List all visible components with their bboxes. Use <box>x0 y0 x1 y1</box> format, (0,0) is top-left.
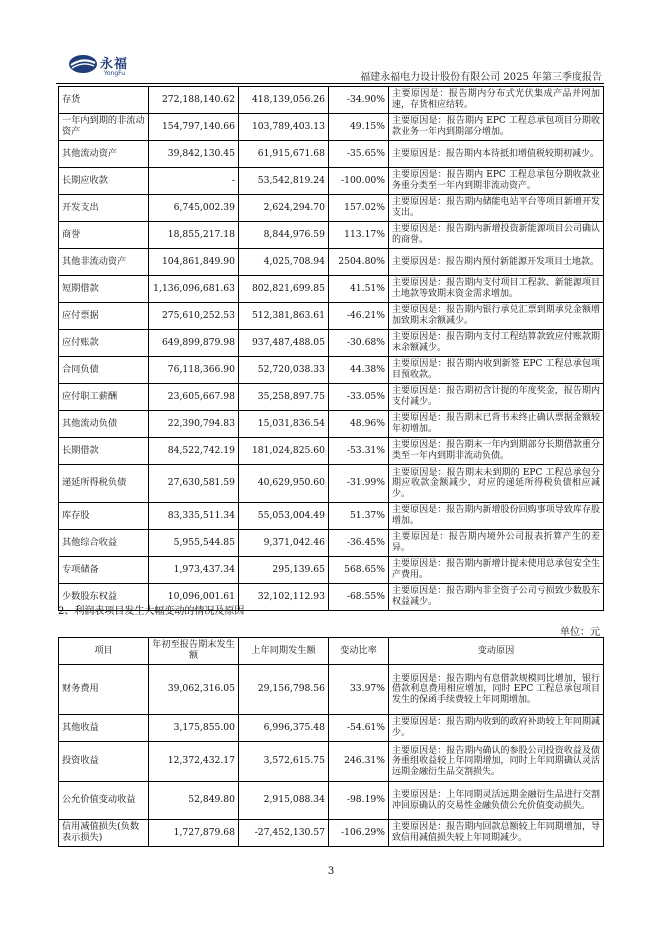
row-current-value: 1,136,096,681.63 <box>149 276 239 303</box>
row-reason: 主要原因是：报告期内 EPC 工程总承包项目分期收款业务一年内到期部分增加。 <box>389 114 604 141</box>
row-prior-value: 15,031,836.54 <box>239 411 329 438</box>
row-item: 投资收益 <box>59 742 149 782</box>
table-row <box>59 114 604 141</box>
row-reason: 主要原因是：报告期末一年内到期部分长期借款重分类至一年内到期非流动负债。 <box>389 438 604 465</box>
header-change: 变动比率 <box>329 638 389 665</box>
row-item: 其他收益 <box>59 715 149 742</box>
row-reason: 主要原因是：报告期内本待抵扣增值税较期初减少。 <box>389 141 604 168</box>
report-title: 福建永福电力设计股份有限公司 2025 年第三季度报告 <box>360 72 602 83</box>
row-item: 长期借款 <box>59 438 149 465</box>
row-change-rate: -36.45% <box>329 530 389 557</box>
row-item: 库存股 <box>59 503 149 530</box>
header-reason: 变动原因 <box>389 638 604 665</box>
row-prior-value: 103,789,403.13 <box>239 114 329 141</box>
row-item: 开发支出 <box>59 195 149 222</box>
row-prior-value: 181,024,825.60 <box>239 438 329 465</box>
row-prior-value: 29,156,798.56 <box>239 665 329 715</box>
row-reason: 主要原因是：报告期内回款总额较上年同期增加，导致信用减值损失较上年同期减少。 <box>389 820 604 847</box>
table-row <box>59 222 604 249</box>
row-prior-value: 53,542,819.24 <box>239 168 329 195</box>
row-prior-value: 937,487,488.05 <box>239 330 329 357</box>
row-item: 公允价值变动收益 <box>59 782 149 820</box>
row-reason: 主要原因是：报告期末未到期的 EPC 工程总承包分期应收款金额减少，对应的递延所得税负债相应减少。 <box>389 465 604 503</box>
row-change-rate: 568.65% <box>329 557 389 584</box>
row-current-value: 84,522,742.19 <box>149 438 239 465</box>
table-row <box>59 503 604 530</box>
row-current-value: 3,175,855.00 <box>149 715 239 742</box>
row-change-rate: 49.15% <box>329 114 389 141</box>
row-current-value: 272,188,140.62 <box>149 87 239 114</box>
table-row <box>59 665 604 715</box>
row-change-rate: -46.21% <box>329 303 389 330</box>
yongfu-logo-icon <box>68 54 98 74</box>
page-number: 3 <box>327 866 335 877</box>
table-row <box>59 557 604 584</box>
table-row <box>59 330 604 357</box>
row-change-rate: -98.19% <box>329 782 389 820</box>
row-reason: 主要原因是：报告期内预付新能源开发项目土地款。 <box>389 249 604 276</box>
row-item: 财务费用 <box>59 665 149 715</box>
row-change-rate: 157.02% <box>329 195 389 222</box>
row-reason: 主要原因是：报告期内新增计提未使用总承包安全生产费用。 <box>389 557 604 584</box>
row-change-rate: 41.51% <box>329 276 389 303</box>
row-item: 专项储备 <box>59 557 149 584</box>
row-current-value: 6,745,002.39 <box>149 195 239 222</box>
row-reason: 主要原因是：报告期内新增投资新能源项目公司确认的商誉。 <box>389 222 604 249</box>
row-change-rate: 44.38% <box>329 357 389 384</box>
row-current-value: 12,372,432.17 <box>149 742 239 782</box>
table-row <box>59 357 604 384</box>
row-prior-value: 4,025,708.94 <box>239 249 329 276</box>
row-current-value: 39,062,316.05 <box>149 665 239 715</box>
table-row <box>59 715 604 742</box>
table-row <box>59 195 604 222</box>
row-prior-value: 2,915,088.34 <box>239 782 329 820</box>
row-change-rate: -30.68% <box>329 330 389 357</box>
row-change-rate: -100.00% <box>329 168 389 195</box>
row-item: 应付账款 <box>59 330 149 357</box>
table-row <box>59 742 604 782</box>
row-current-value: 18,855,217.18 <box>149 222 239 249</box>
row-item: 长期应收款 <box>59 168 149 195</box>
table-row <box>59 465 604 503</box>
row-change-rate: 51.37% <box>329 503 389 530</box>
row-reason: 主要原因是：报告期内储能电站平台等项目新增开发支出。 <box>389 195 604 222</box>
table-row <box>59 384 604 411</box>
row-current-value: 10,096,001.61 <box>149 584 239 611</box>
row-change-rate: 2504.80% <box>329 249 389 276</box>
unit-label: 单位：元 <box>560 627 600 638</box>
row-prior-value: 52,720,038.33 <box>239 357 329 384</box>
balance-table-body <box>59 87 604 611</box>
row-current-value: 83,335,511.34 <box>149 503 239 530</box>
row-reason: 主要原因是：报告期末已背书未终止确认票据金额较年初增加。 <box>389 411 604 438</box>
row-change-rate: -106.29% <box>329 820 389 847</box>
logo-chinese-text: 永福 <box>100 57 129 72</box>
row-current-value: 5,955,544.85 <box>149 530 239 557</box>
row-change-rate: -54.61% <box>329 715 389 742</box>
header-prior: 上年同期发生额 <box>239 638 329 665</box>
row-reason: 主要原因是：报告期内确认的参股公司投资收益及债务重组收益较上年同期增加，同时上年同期确认灵活远期金融衍生品交割损失。 <box>389 742 604 782</box>
row-prior-value: 35,258,897.75 <box>239 384 329 411</box>
row-change-rate: -35.65% <box>329 141 389 168</box>
header-current: 年初至报告期末发生额 <box>149 638 239 665</box>
row-prior-value: 295,139.65 <box>239 557 329 584</box>
row-reason: 主要原因是：报告期内收到新签 EPC 工程总承包项目预收款。 <box>389 357 604 384</box>
company-logo <box>68 52 142 80</box>
table-row <box>59 87 604 114</box>
row-reason: 主要原因是：报告期内支付项目工程款、新能源项目土地款等致期末资金需求增加。 <box>389 276 604 303</box>
section-title: 2、利润表项目发生大幅变动的情况及原因 <box>58 606 245 617</box>
table-header-row <box>59 638 604 665</box>
row-prior-value: 418,139,056.26 <box>239 87 329 114</box>
table-row <box>59 438 604 465</box>
row-reason: 主要原因是：报告期内分布式光伏集成产品并网加速，存货相应结转。 <box>389 87 604 114</box>
row-item: 少数股东权益 <box>59 584 149 611</box>
row-current-value: 104,861,849.90 <box>149 249 239 276</box>
row-prior-value: 3,572,615.75 <box>239 742 329 782</box>
row-current-value: 22,390,794.83 <box>149 411 239 438</box>
table-row <box>59 820 604 847</box>
row-item: 应付职工薪酬 <box>59 384 149 411</box>
table-row <box>59 530 604 557</box>
row-item: 其他流动资产 <box>59 141 149 168</box>
row-reason: 主要原因是：报告期内境外公司报表折算产生的差异。 <box>389 530 604 557</box>
balance-sheet-changes-table <box>58 86 604 611</box>
row-item: 信用减值损失(负数表示损失) <box>59 820 149 847</box>
table-row <box>59 276 604 303</box>
table-row <box>59 141 604 168</box>
row-item: 一年内到期的非流动资产 <box>59 114 149 141</box>
row-change-rate: 113.17% <box>329 222 389 249</box>
row-prior-value: 9,371,042.46 <box>239 530 329 557</box>
row-reason: 主要原因是：报告期初含计提的年度奖金，报告期内支付减少。 <box>389 384 604 411</box>
row-current-value: 649,899,879.98 <box>149 330 239 357</box>
row-prior-value: -27,452,130.57 <box>239 820 329 847</box>
header-divider <box>56 83 604 84</box>
row-prior-value: 32,102,112.93 <box>239 584 329 611</box>
row-change-rate: -53.31% <box>329 438 389 465</box>
row-current-value: 154,797,140.66 <box>149 114 239 141</box>
row-reason: 主要原因是：上年同期灵活远期金融衍生品进行交割冲回原确认的交易性金融负债公允价值变动损失。 <box>389 782 604 820</box>
row-current-value: 275,610,252.53 <box>149 303 239 330</box>
page-header <box>0 0 662 84</box>
row-current-value: 27,630,581.59 <box>149 465 239 503</box>
row-change-rate: 246.31% <box>329 742 389 782</box>
row-change-rate: -68.55% <box>329 584 389 611</box>
logo-english-text: YongFu <box>104 70 126 77</box>
row-reason: 主要原因是：报告期内非全资子公司亏损致少数股东权益减少。 <box>389 584 604 611</box>
header-item: 项目 <box>59 638 149 665</box>
row-change-rate: -31.99% <box>329 465 389 503</box>
row-current-value: 1,727,879.68 <box>149 820 239 847</box>
row-reason: 主要原因是：报告期内支付工程结算款致应付账款期末余额减少。 <box>389 330 604 357</box>
row-prior-value: 61,915,671.68 <box>239 141 329 168</box>
row-reason: 主要原因是：报告期内收到的政府补助较上年同期减少。 <box>389 715 604 742</box>
row-item: 递延所得税负债 <box>59 465 149 503</box>
row-current-value: 52,849.80 <box>149 782 239 820</box>
row-item: 短期借款 <box>59 276 149 303</box>
row-current-value: 39,842,130.45 <box>149 141 239 168</box>
row-item: 其他流动负债 <box>59 411 149 438</box>
row-reason: 主要原因是：报告期内有息借款规模同比增加，银行借款利息费用相应增加，同时 EPC 工程总承包项目发生的保函手续费较上年同期增加。 <box>389 665 604 715</box>
row-current-value: 1,973,437.34 <box>149 557 239 584</box>
row-prior-value: 8,844,976.59 <box>239 222 329 249</box>
row-change-rate: 48.96% <box>329 411 389 438</box>
row-prior-value: 2,624,294.70 <box>239 195 329 222</box>
table-row <box>59 168 604 195</box>
row-prior-value: 55,053,004.49 <box>239 503 329 530</box>
table-row <box>59 782 604 820</box>
row-item: 其他综合收益 <box>59 530 149 557</box>
row-change-rate: -34.90% <box>329 87 389 114</box>
table-row <box>59 249 604 276</box>
row-prior-value: 802,821,699.85 <box>239 276 329 303</box>
row-current-value: 23,605,667.98 <box>149 384 239 411</box>
row-item: 应付票据 <box>59 303 149 330</box>
row-reason: 主要原因是：报告期内银行承兑汇票到期承兑金额增加致期末余额减少。 <box>389 303 604 330</box>
row-item: 存货 <box>59 87 149 114</box>
row-prior-value: 40,629,950.60 <box>239 465 329 503</box>
income-statement-changes-table <box>58 637 604 847</box>
row-prior-value: 6,996,375.48 <box>239 715 329 742</box>
row-current-value: - <box>149 168 239 195</box>
row-item: 商誉 <box>59 222 149 249</box>
row-change-rate: 33.97% <box>329 665 389 715</box>
row-prior-value: 512,381,863.61 <box>239 303 329 330</box>
row-item: 其他非流动资产 <box>59 249 149 276</box>
table-row <box>59 411 604 438</box>
table-row <box>59 303 604 330</box>
row-reason: 主要原因是：报告期内新增股份回购事项导致库存股增加。 <box>389 503 604 530</box>
income-table-body <box>59 665 604 847</box>
row-change-rate: -33.05% <box>329 384 389 411</box>
row-item: 合同负债 <box>59 357 149 384</box>
row-current-value: 76,118,366.90 <box>149 357 239 384</box>
row-reason: 主要原因是：报告期内 EPC 工程总承包分期收款业务重分类至一年内到期非流动资产。 <box>389 168 604 195</box>
